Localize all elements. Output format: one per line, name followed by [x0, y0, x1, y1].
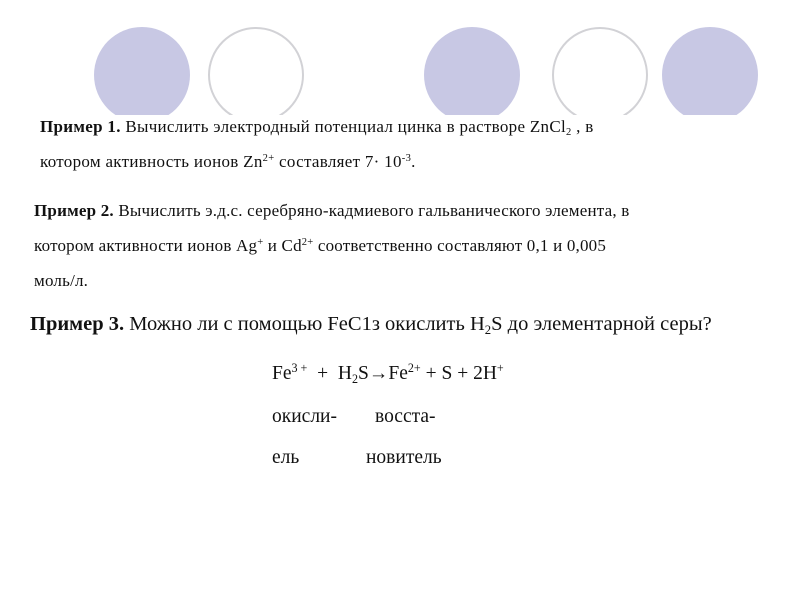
example-3-text-tail: S до элементарной серы? [491, 313, 712, 335]
example-1-zn-charge: 2+ [262, 152, 275, 164]
equation-h-sub: 2 [351, 371, 359, 386]
reducer-text-2: новитель [366, 447, 442, 468]
reducer-label-1 [375, 407, 436, 427]
equation-fe: Fe [272, 363, 292, 384]
decorative-circles [0, 0, 800, 115]
example-3-label: Пример 3. [30, 313, 125, 335]
example-2-label: Пример 2. [34, 201, 114, 220]
decor-circle-outline [208, 27, 304, 115]
oxidizer-label-2 [272, 448, 299, 468]
example-3-subscript: 2 [484, 322, 492, 337]
example-1-text: Вычислить электродный потенциал цинка в растворе ZnCl [125, 117, 567, 136]
equation-h: H [337, 363, 352, 384]
example-2-unit: моль/л. [34, 271, 89, 290]
example-3-text: Можно ли с помощью FeC1з окислить H [129, 313, 485, 335]
decor-circle-filled [94, 27, 190, 115]
decor-circle-filled [662, 27, 758, 115]
example-2-cd-charge: 2+ [301, 236, 314, 248]
equation-s-arrow: S→Fe [358, 363, 408, 384]
example-2-cd: и Cd [267, 236, 302, 255]
example-2-line-2-text: котором активности ионов Ag [34, 236, 258, 255]
example-1-period: . [411, 152, 416, 171]
equation-plus: + [317, 363, 329, 384]
example-1-label: Пример 1. [40, 117, 121, 136]
decor-circle-filled [424, 27, 520, 115]
equation-line [272, 360, 504, 386]
equation-fe2-charge: 2+ [407, 360, 421, 375]
example-2-line-3 [34, 272, 88, 289]
example-2-line-1 [34, 202, 629, 219]
oxidizer-label-1 [272, 407, 337, 427]
example-2-values: соответственно составляют 0,1 и 0,005 [317, 236, 607, 255]
example-1-line-2 [40, 153, 416, 170]
oxidizer-text-1: окисли- [272, 406, 337, 427]
example-1-activity: составляет 7· 10 [279, 152, 402, 171]
oxidizer-text-2: ель [272, 447, 300, 468]
example-2-line-2 [34, 237, 606, 254]
example-1-line-2-text: котором активность ионов Zn [40, 152, 263, 171]
reducer-label-2 [366, 448, 442, 468]
example-3-line-1 [30, 314, 712, 335]
equation-fe-charge: 3 + [291, 360, 308, 375]
example-1-text-tail: , в [576, 117, 594, 136]
decor-circle-outline [552, 27, 648, 115]
example-1-exponent: -3 [401, 152, 412, 164]
example-2-text: Вычислить э.д.с. серебряно-кадмиевого гальванического элемента, в [118, 201, 630, 220]
equation-rest: + S + 2H [425, 363, 497, 384]
equation-h-charge: + [496, 360, 504, 375]
example-2-ag-charge: + [257, 236, 264, 248]
reducer-text-1: восста- [375, 406, 436, 427]
example-1-line-1 [40, 117, 594, 139]
example-1-subscript: 2 [566, 127, 572, 139]
